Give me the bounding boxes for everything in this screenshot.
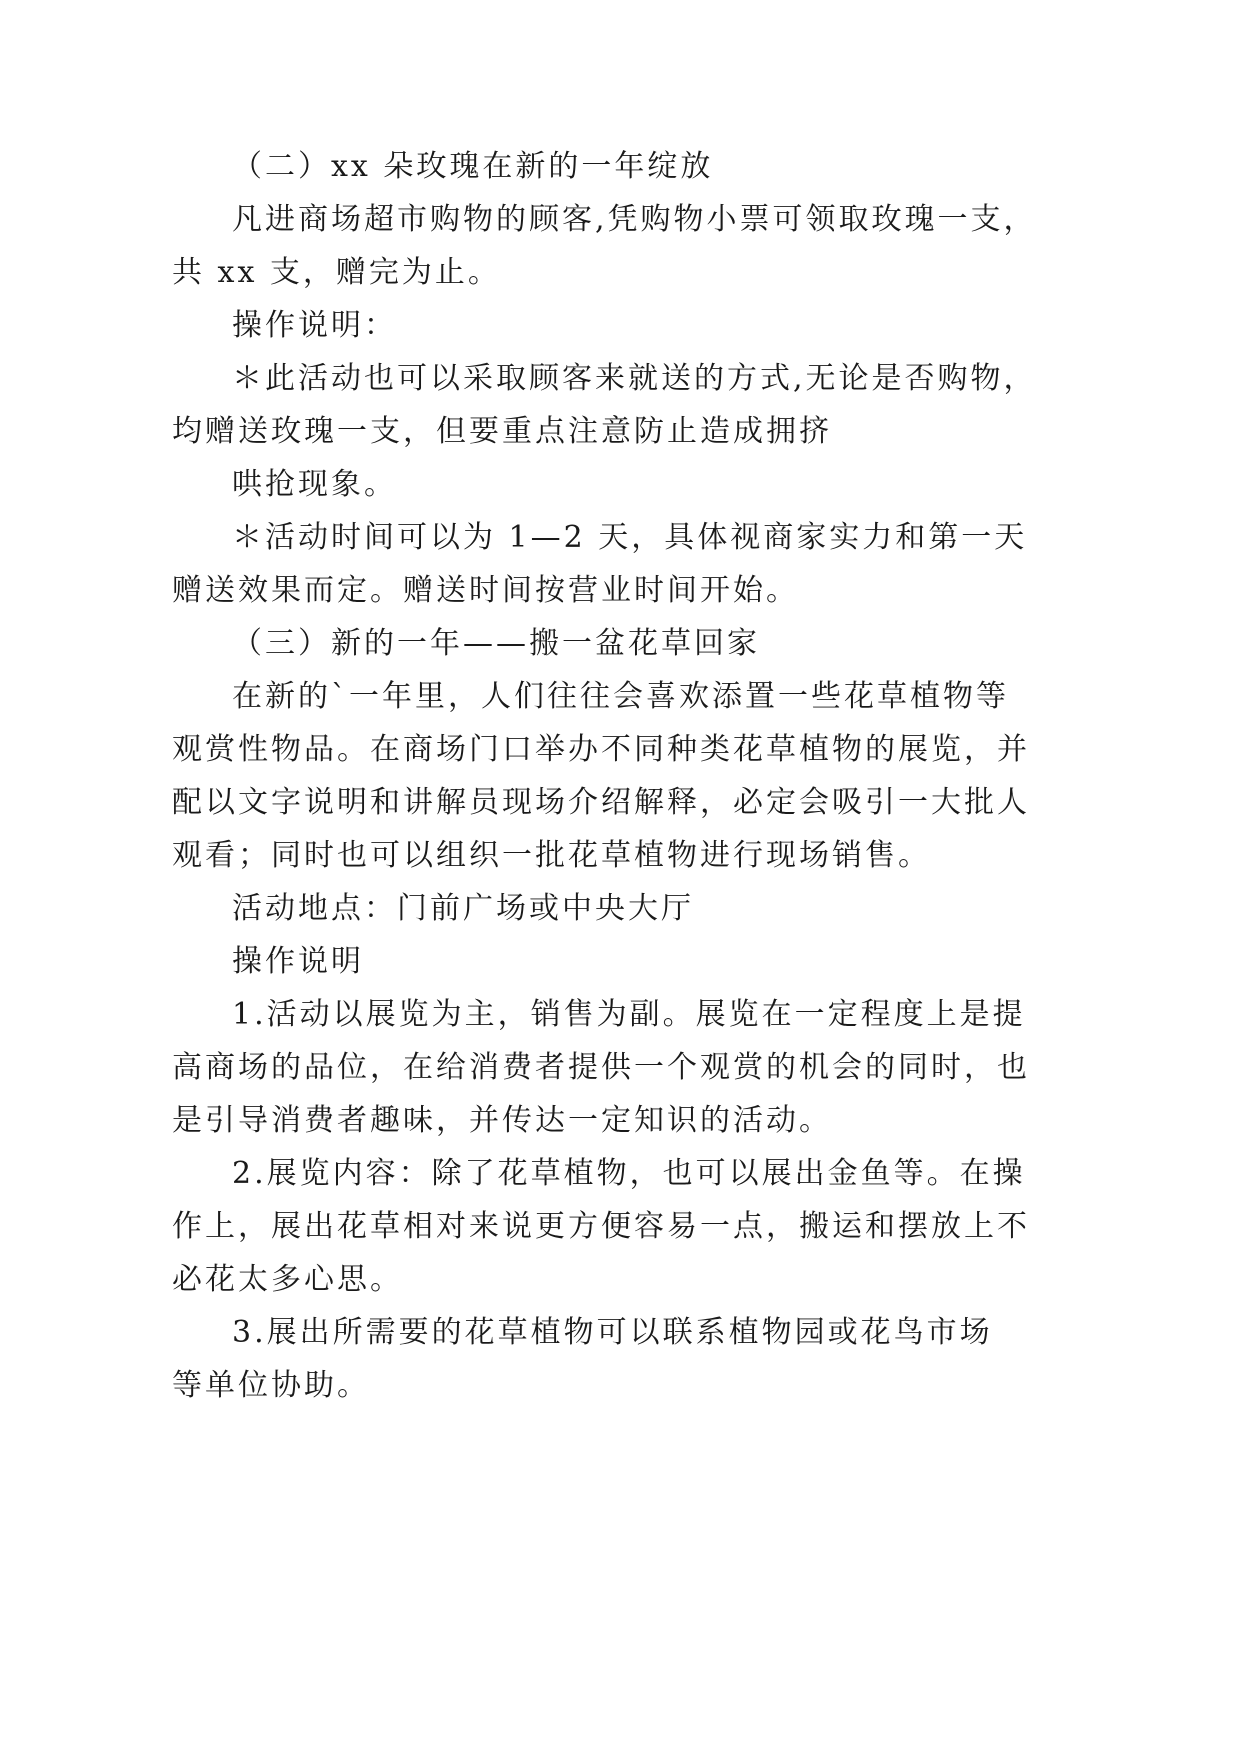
body-text-line: 配以文字说明和讲解员现场介绍解释，必定会吸引一大批人 xyxy=(172,785,1030,820)
list-item-3-line: 3.展出所需要的花草植物可以联系植物园或花鸟市场 xyxy=(232,1315,993,1350)
body-text-line: 观赏性物品。在商场门口举办不同种类花草植物的展览，并 xyxy=(172,732,1030,767)
list-item-2-line: 作上，展出花草相对来说更方便容易一点，搬运和摆放上不 xyxy=(172,1209,1030,1244)
list-item-2-line: 2.展览内容：除了花草植物，也可以展出金鱼等。在操 xyxy=(232,1156,1026,1191)
list-item-2-line: 必花太多心思。 xyxy=(172,1262,403,1297)
body-text-line: 赠送效果而定。赠送时间按营业时间开始。 xyxy=(172,573,799,608)
list-item-1-line: 高商场的品位，在给消费者提供一个观赏的机会的同时，也 xyxy=(172,1050,1030,1085)
body-text-line: 哄抢现象。 xyxy=(232,467,397,502)
body-text-line: ＊此活动也可以采取顾客来就送的方式,无论是否购物， xyxy=(232,361,1037,396)
list-item-3-line: 等单位协助。 xyxy=(172,1368,370,1403)
body-text-line: ＊活动时间可以为 1—2 天，具体视商家实力和第一天 xyxy=(232,520,1028,555)
subheading-operation-notes: 操作说明： xyxy=(232,308,397,343)
body-text-line: 凡进商场超市购物的顾客,凭购物小票可领取玫瑰一支， xyxy=(232,202,1037,237)
heading-section-three: （三）新的一年——搬一盆花草回家 xyxy=(232,626,760,661)
list-item-1-line: 是引导消费者趣味，并传达一定知识的活动。 xyxy=(172,1103,832,1138)
list-item-1-line: 1.活动以展览为主，销售为副。展览在一定程度上是提 xyxy=(232,997,1026,1032)
body-text-line: 观看；同时也可以组织一批花草植物进行现场销售。 xyxy=(172,838,931,873)
body-text-line: 均赠送玫瑰一支，但要重点注意防止造成拥挤 xyxy=(172,414,832,449)
event-location-line: 活动地点：门前广场或中央大厅 xyxy=(232,891,694,926)
body-text-line: 共 xx 支，赠完为止。 xyxy=(172,255,501,290)
subheading-operation-notes: 操作说明 xyxy=(232,944,364,979)
heading-section-two: （二）xx 朵玫瑰在新的一年绽放 xyxy=(232,149,714,184)
body-text-line: 在新的`一年里，人们往往会喜欢添置一些花草植物等 xyxy=(232,679,1009,714)
